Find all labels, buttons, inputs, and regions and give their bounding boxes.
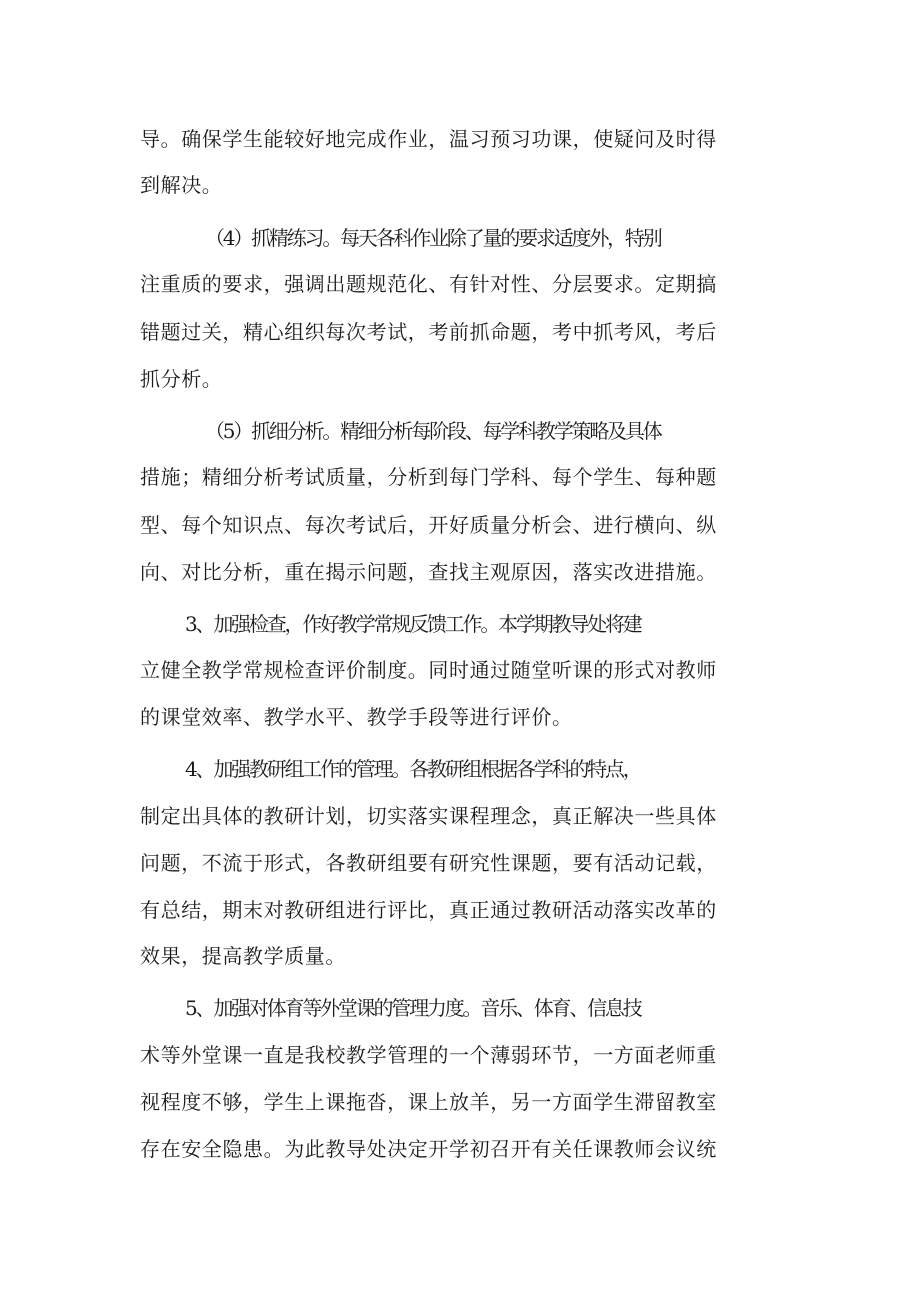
text-line: 的课堂效率、教学水平、教学手段等进行评价。 — [140, 705, 573, 729]
text-line: 错题过关，精心组织每次考试，考前抓命题，考中抓考风，考后 — [140, 320, 717, 344]
paragraph-start-line: （4）抓精练习。每天各科作业除了量的要求适度外，特别 — [205, 226, 661, 250]
text-line: 型、每个知识点、每次考试后，开好质量分析会、进行横向、纵 — [140, 513, 717, 537]
text-line: 制定出具体的教研计划，切实落实课程理念，真正解决一些具体 — [140, 804, 717, 828]
text-line: 视程度不够，学生上课拖沓，课上放羊，另一方面学生滞留教室 — [140, 1090, 717, 1114]
text-line: 措施；精细分析考试质量，分析到每门学科、每个学生、每种题 — [140, 465, 717, 489]
paragraph-start-line: （5）抓细分析。精细分析每阶段、每学科教学策略及具体 — [205, 419, 661, 443]
paragraph-start-line: 4、加强教研组工作的管理。各教研组根据各学科的特点， — [185, 757, 641, 781]
text-line: 有总结，期末对教研组进行评比，真正通过教研活动落实改革的 — [140, 898, 717, 922]
text-line: 抓分析。 — [140, 367, 223, 391]
text-line: 导。确保学生能较好地完成作业，温习预习功课，使疑问及时得 — [140, 127, 717, 151]
text-line: 存在安全隐患。为此教导处决定开学初召开有关任课教师会议统 — [140, 1137, 717, 1161]
text-line: 向、对比分析，重在揭示问题，查找主观原因，落实改进措施。 — [140, 560, 717, 584]
text-line: 术等外堂课一直是我校教学管理的一个薄弱环节，一方面老师重 — [140, 1043, 717, 1067]
paragraph-start-line: 3、加强检查，作好教学常规反馈工作。本学期教导处将建 — [185, 612, 641, 636]
text-line: 效果，提高教学质量。 — [140, 944, 346, 968]
paragraph-start-line: 5、加强对体育等外堂课的管理力度。音乐、体育、信息技 — [185, 996, 641, 1020]
text-line: 注重质的要求，强调出题规范化、有针对性、分层要求。定期搞 — [140, 272, 717, 296]
text-line: 问题，不流于形式，各教研组要有研究性课题，要有活动记载， — [140, 851, 717, 875]
text-line: 到解决。 — [140, 173, 223, 197]
text-line: 立健全教学常规检查评价制度。同时通过随堂听课的形式对教师 — [140, 658, 717, 682]
